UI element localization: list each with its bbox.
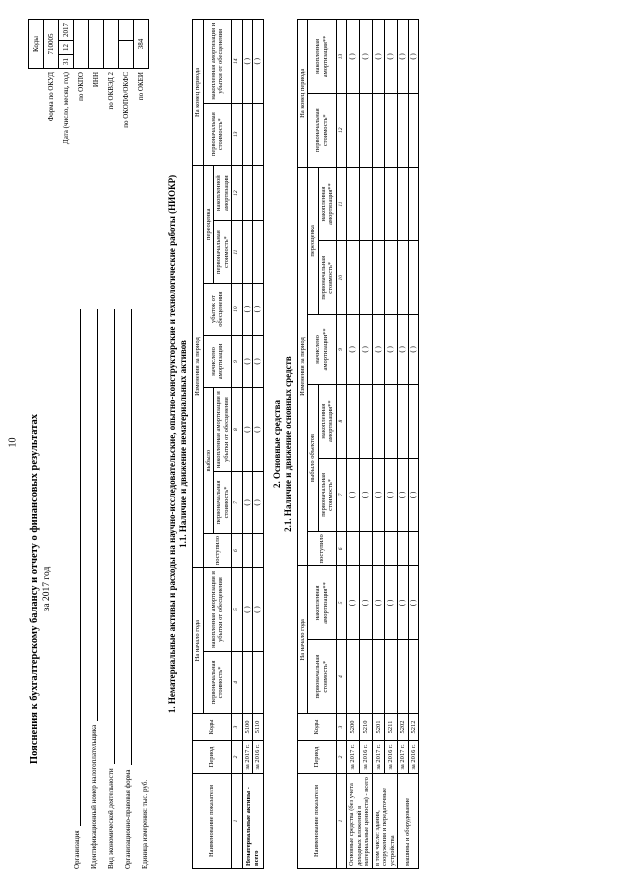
codes-table: Коды Форма по ОКУД 710005 Дата (число, месяц, год) 31 12 2017 по ОКПО ИНН по ОКВЭД 2 по ОКОПФ/ОКФС по ОКЕИ 384 [28,19,149,147]
org-field: Идентификационный номер налогоплательщика [81,309,98,869]
section1-subtitle: 1.1. Наличие и движение нематериальных активов [178,340,188,548]
document-subtitle: за 2017 год [42,566,52,612]
column-numbers: 1 2 3 4 5 6 7 8 9 10 11 12 13 14 [232,20,243,869]
table-row: за 2016 г. 5210 ( ) ( ) ( ) ( ) [359,20,372,869]
section2-title: 2. Основные средства [271,400,282,488]
table-row: за 2016 г. 5212 ( ) ( ) ( ) ( ) [408,20,419,869]
page-number: 10 [7,437,19,448]
org-field: Организация [64,309,81,869]
table-row: Основные средства (без учета доходных вложений в материальные ценности) - всего за 2017 г. 5200 ( ) ( ) ( ) ( ) [347,20,360,869]
table-row: за 2016 г. 5110 ( ) ( ) ( ) ( ) ( ) ( ) [253,20,264,869]
document-title: Пояснения к бухгалтерскому балансу и отчету о финансовых результатах [29,413,40,765]
fixed-assets-table: Наименование показателя Период Коды На начало года Изменения за период На конец периода первоначальная стоимость* накопленная амортизация** поступило выбыло объектов начислено амортизации** переоценка первоначальная стоимость* накопленная амортизация** первоначальная стоимость* накопленная амортизация** первоначальная стоимость* накопленная амортизация** 1 2 3 4 5 6 7 8 9 10 11 12 13 Основные средства (без учета доходных вложений в материальные ценности) - всего за 2017 г. 5200 ( ) ( ) ( ) ( ) за 2016 г. 5210 ( ) ( ) ( ) ( ) в том числе: здания, сооружения и передаточные устройства за 2017 г. 5201 ( ) ( ) ( ) ( ) за 2016 г. 5211 ( ) ( ) ( ) ( ) машины и оборудование за 2017 г. 5202 ( ) ( ) ( ) ( ) за 2016 г. 5212 ( ) ( ) ( ) ( ) [297,19,420,869]
header-block [28,19,163,869]
org-field: Вид экономической деятельности [98,309,115,869]
codes-header: Коды [29,20,44,69]
table-row: за 2016 г. 5211 ( ) ( ) ( ) ( ) [385,20,398,869]
column-numbers: 1 2 3 4 5 6 7 8 9 10 11 12 13 [336,20,347,869]
intangibles-table: Наименование показателя Период Коды На начало года Изменения за период На конец периода первоначальная стоимость* накопленная амортизация и убытки от обесценения поступило выбыло начислено амортизации убыток от обесценения переоценка первоначальная стоимость* накопленная амортизация и убытки от обесценения первоначальная стоимость* накопленная амортизация и убытки от обесценения первоначальная стоимость* накопленной амортизации 1 2 3 4 5 6 7 8 9 10 11 12 13 14 Нематериальные активы - всего за 2017 г. 5100 ( ) ( ) ( ) ( ) ( ) ( ) за 2016 г. 5110 ( ) ( ) ( ) ( ) ( ) ( ) [192,19,264,869]
org-field: Единица измерения: тыс. руб. [141,779,149,869]
org-fields [64,309,149,869]
section1-title: 1. Нематериальные активы и расходы на научно-исследовательские, опытно-конструкторские и технологические работы (НИОКР) [167,174,177,714]
table-row: в том числе: здания, сооружения и передаточные устройства за 2017 г. 5201 ( ) ( ) ( ) ( ) [372,20,385,869]
section2-subtitle: 2.1. Наличие и движение основных средств [282,356,293,532]
table-row: Нематериальные активы - всего за 2017 г. 5100 ( ) ( ) ( ) ( ) ( ) ( ) [242,20,253,869]
table-row: машины и оборудование за 2017 г. 5202 ( ) ( ) ( ) ( ) [398,20,409,869]
org-field: Организационно-правовая форма [115,309,132,869]
document-content [22,19,419,869]
